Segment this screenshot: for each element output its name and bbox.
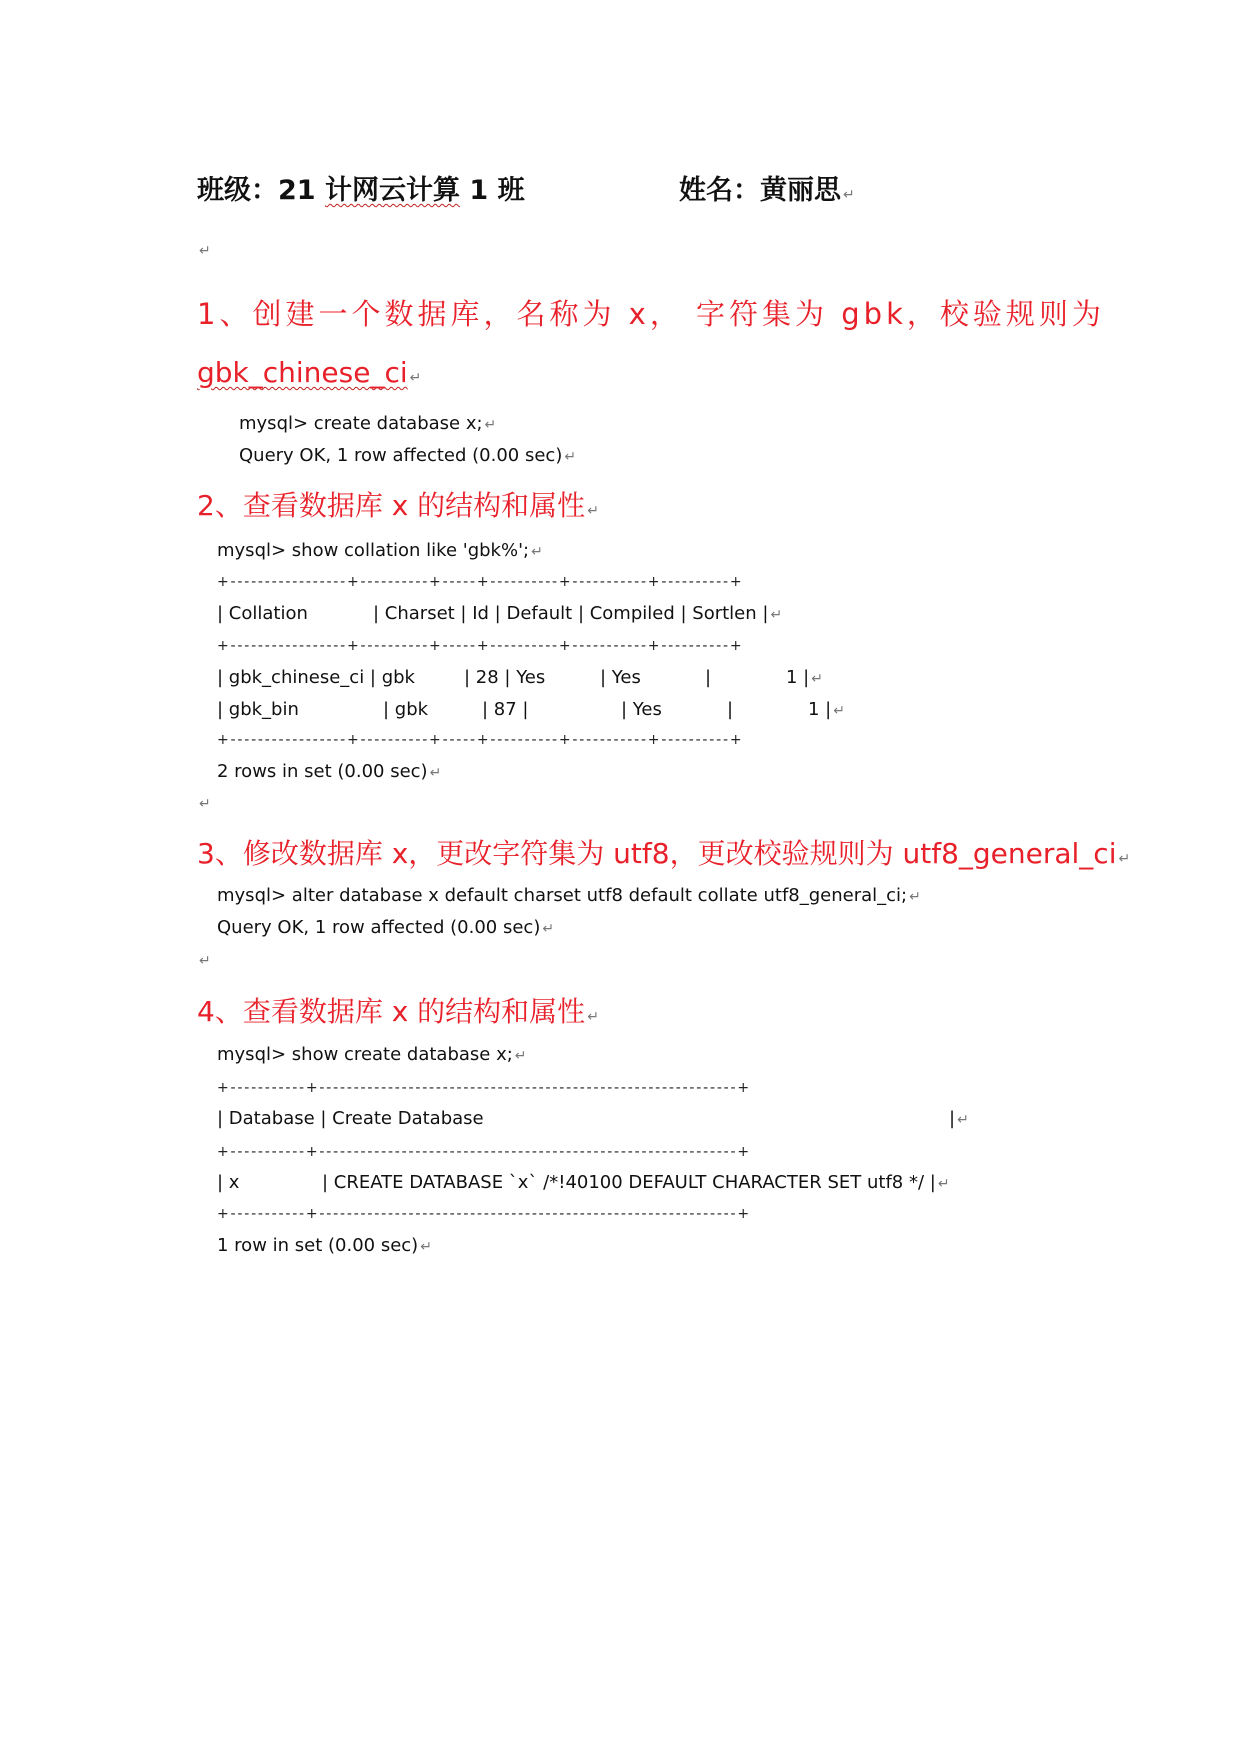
paragraph-mark: ↵ <box>1118 851 1131 867</box>
table-cell <box>808 699 845 720</box>
student-name <box>679 168 855 207</box>
table-cell: | gbk_chinese_ci | gbk <box>217 667 415 688</box>
paragraph-mark: ↵ <box>531 544 543 560</box>
paragraph-mark: ↵ <box>770 607 783 623</box>
table-cell-text: 1 | <box>786 667 810 688</box>
paragraph-mark: ↵ <box>420 1239 432 1255</box>
table-cell: | <box>727 699 734 720</box>
code-line: 2 rows in set (0.00 sec) <box>217 761 428 782</box>
section-1-heading-line1: 1、创建一个数据库，名称为 x， 字符集为 gbk，校验规则为 <box>197 297 1105 331</box>
table-cell: | Yes <box>600 667 641 688</box>
table-cell <box>322 1172 950 1193</box>
paragraph-mark: ↵ <box>937 1176 950 1192</box>
table-border: +-----------+-------------------------------------------------------------+ <box>217 1206 751 1222</box>
paragraph-mark: ↵ <box>429 765 442 781</box>
paragraph-mark: ↵ <box>199 796 211 812</box>
table-border: +-----------+-------------------------------------------------------------+ <box>217 1144 751 1160</box>
table-cell: | 87 | <box>482 699 529 720</box>
section-1-result <box>239 445 576 466</box>
section-3-result <box>217 917 554 938</box>
code-line: 1 row in set (0.00 sec) <box>217 1235 419 1256</box>
table-header-row <box>373 603 782 624</box>
paragraph-mark: ↵ <box>909 889 921 905</box>
paragraph-mark: ↵ <box>587 503 599 519</box>
section-2-heading <box>197 484 599 524</box>
section-3-command <box>217 885 921 906</box>
table-header-row <box>217 603 308 624</box>
paragraph-mark: ↵ <box>409 370 422 386</box>
paragraph-mark: ↵ <box>199 243 211 259</box>
paragraph-mark: ↵ <box>843 187 855 203</box>
table-cell: | x <box>217 1172 240 1193</box>
section-3-heading <box>197 832 1130 872</box>
student-name-text: 姓名：黄丽思 <box>679 175 841 206</box>
table-header-cell: | Charset | Id | Default | Compiled | Sortlen | <box>373 603 769 624</box>
section-4-footer <box>217 1235 432 1256</box>
code-line: mysql> show create database x; <box>217 1044 513 1065</box>
section-1-heading-line2 <box>197 356 421 389</box>
section-2-heading-text: 2、查看数据库 x 的结构和属性 <box>197 489 586 522</box>
paragraph-mark: ↵ <box>484 417 497 433</box>
paragraph-mark: ↵ <box>564 449 577 465</box>
table-cell: | <box>705 667 712 688</box>
section-4-heading-text: 4、查看数据库 x 的结构和属性 <box>197 995 586 1028</box>
code-line: mysql> alter database x default charset utf8 default collate utf8_general_ci; <box>217 885 908 906</box>
section-3-heading-text: 3、修改数据库 x，更改字符集为 utf8，更改校验规则为 utf8_general_ci <box>197 837 1117 870</box>
code-line: Query OK, 1 row affected (0.00 sec) <box>239 445 563 466</box>
paragraph-mark: ↵ <box>542 921 555 937</box>
table-header-cell <box>949 1108 969 1129</box>
class-prefix: 班级：21 <box>197 175 325 206</box>
paragraph-mark: ↵ <box>514 1048 527 1064</box>
code-line: Query OK, 1 row affected (0.00 sec) <box>217 917 541 938</box>
paragraph-mark: ↵ <box>587 1009 599 1025</box>
section-4-command <box>217 1044 527 1065</box>
table-border: +-----------------+----------+-----+----------+-----------+----------+ <box>217 638 744 654</box>
table-border: +-----------------+----------+-----+----------+-----------+----------+ <box>217 732 744 748</box>
table-cell: | 28 | Yes <box>464 667 546 688</box>
section-4-heading <box>197 990 599 1030</box>
class-suffix: 1 班 <box>459 175 525 206</box>
table-header-cell: | Collation <box>217 603 308 624</box>
code-line: mysql> create database x; <box>239 413 483 434</box>
table-cell-text: | CREATE DATABASE `x` /*!40100 DEFAULT CHARACTER SET utf8 */ | <box>322 1172 936 1193</box>
class-major: 计网云计算 <box>324 175 460 206</box>
paragraph-mark: ↵ <box>199 953 211 969</box>
paragraph-mark: ↵ <box>833 703 845 719</box>
paragraph-mark: ↵ <box>957 1112 969 1128</box>
class-label <box>197 168 525 207</box>
table-border: +-----------+-------------------------------------------------------------+ <box>217 1080 751 1096</box>
section-2-footer <box>217 761 441 782</box>
table-cell: | gbk <box>383 699 429 720</box>
table-cell <box>786 667 823 688</box>
code-line: mysql> show collation like 'gbk%'; <box>217 540 530 561</box>
section-2-command <box>217 540 543 561</box>
section-1-heading-collation: gbk_chinese_ci <box>197 356 408 389</box>
table-header-cell: | Database | Create Database <box>217 1108 484 1129</box>
section-1-command <box>239 413 496 434</box>
table-cell-text: 1 | <box>808 699 832 720</box>
table-header-cell-text: | <box>949 1108 956 1129</box>
paragraph-mark: ↵ <box>811 671 823 687</box>
table-cell: | Yes <box>621 699 662 720</box>
table-border: +-----------------+----------+-----+----------+-----------+----------+ <box>217 574 744 590</box>
table-cell: | gbk_bin <box>217 699 299 720</box>
